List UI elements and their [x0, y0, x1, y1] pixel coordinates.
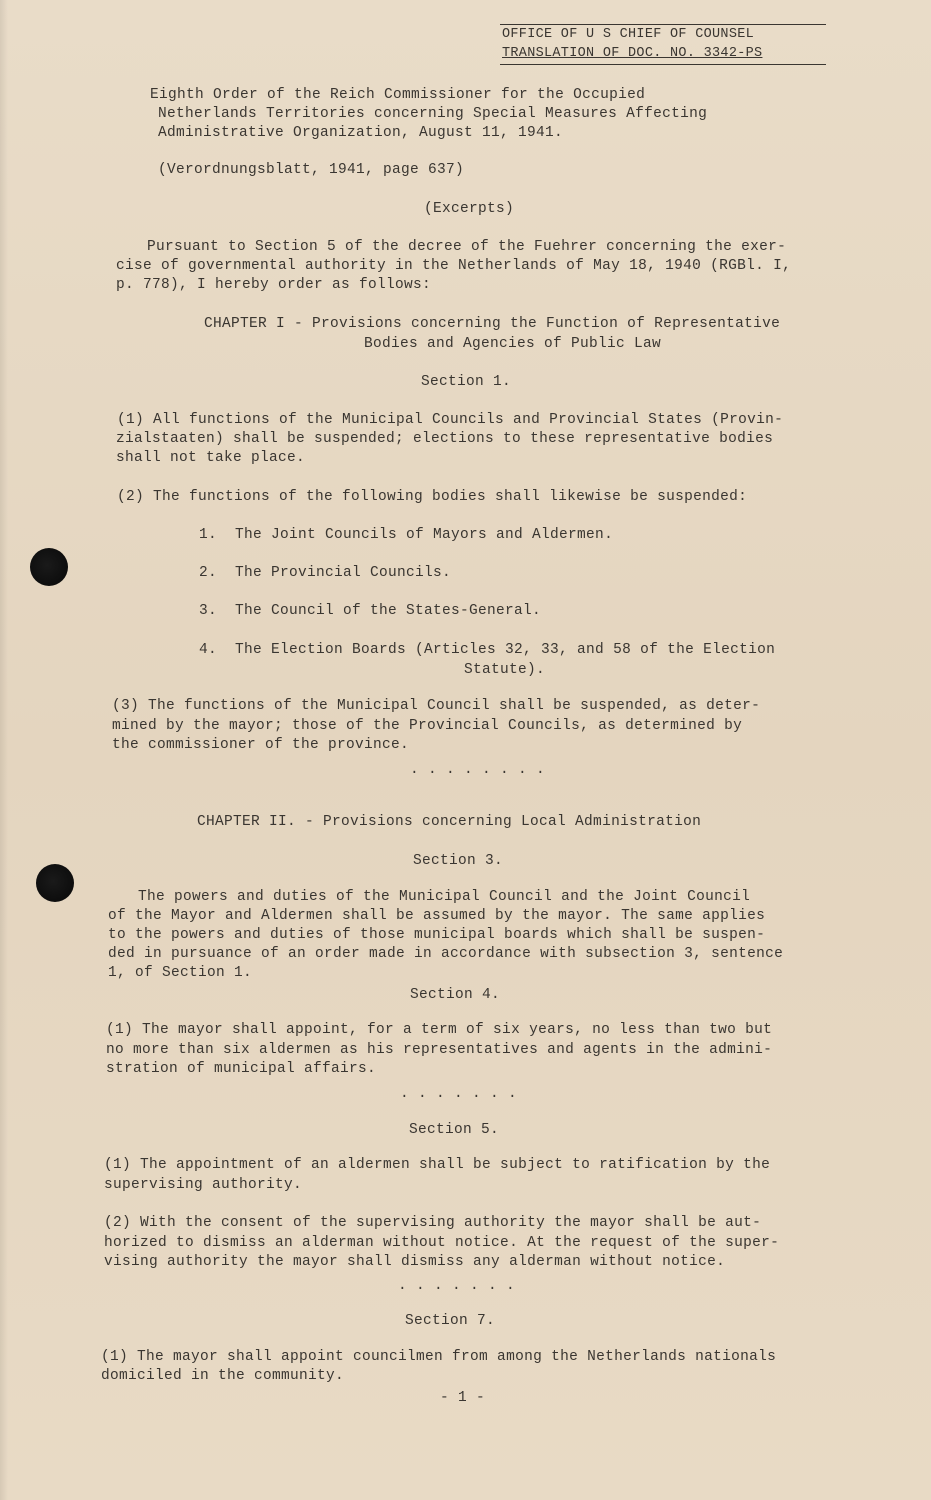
punch-hole	[30, 548, 68, 586]
section-5-para-2-line-3: vising authority the mayor shall dismiss any alderman without notice.	[104, 1254, 726, 1270]
section-1-para-1-line-2: zialstaaten) shall be suspended; elections to these representative bodies	[116, 431, 774, 447]
section-5-para-1-line-2: supervising authority.	[104, 1177, 303, 1193]
header-bottom-rule	[500, 64, 826, 65]
chapter-1-heading-cont: Bodies and Agencies of Public Law	[364, 336, 662, 352]
section-3-line-2: of the Mayor and Aldermen shall be assumed by the mayor. The same applies	[108, 908, 766, 924]
section-7-heading: Section 7.	[405, 1313, 496, 1329]
section-4-heading: Section 4.	[410, 987, 501, 1003]
section-5-para-2-line-2: horized to dismiss an alderman without notice. At the request of the super-	[104, 1235, 780, 1251]
section-1-heading: Section 1.	[421, 374, 512, 390]
chapter-1-heading: CHAPTER I - Provisions concerning the Function of Representative	[204, 316, 781, 332]
section-3-line-5: 1, of Section 1.	[108, 965, 253, 981]
list-item: 2. The Provincial Councils.	[199, 565, 452, 581]
list-item: 4. The Election Boards (Articles 32, 33, and 58 of the Election	[199, 642, 776, 658]
header-translation: TRANSLATION OF DOC. NO. 3342-PS	[502, 46, 763, 61]
section-5-para-1-line-1: (1) The appointment of an aldermen shall be subject to ratification by the	[104, 1157, 771, 1173]
ellipsis-separator: . . . . . . .	[398, 1278, 516, 1294]
title-line-2: Netherlands Territories concerning Special Measures Affecting	[158, 106, 708, 122]
section-7-line-1: (1) The mayor shall appoint councilmen from among the Netherlands nationals	[101, 1349, 777, 1365]
source-citation: (Verordnungsblatt, 1941, page 637)	[158, 162, 465, 178]
punch-hole	[36, 864, 74, 902]
section-1-para-3-line-2: mined by the mayor; those of the Provincial Councils, as determined by	[112, 718, 743, 734]
list-item: 3. The Council of the States-General.	[199, 603, 542, 619]
list-item: 1. The Joint Councils of Mayors and Aldermen.	[199, 527, 614, 543]
header-office: OFFICE OF U S CHIEF OF COUNSEL	[502, 27, 755, 42]
preamble-line-3: p. 778), I hereby order as follows:	[116, 277, 432, 293]
page-edge-shadow	[0, 0, 8, 1500]
chapter-2-heading: CHAPTER II. - Provisions concerning Local Administration	[197, 814, 702, 830]
section-7-line-2: domiciled in the community.	[101, 1368, 345, 1384]
list-item-continuation: Statute).	[464, 662, 546, 678]
section-1-para-2: (2) The functions of the following bodies shall likewise be suspended:	[117, 489, 748, 505]
title-line-1: Eighth Order of the Reich Commissioner for the Occupied	[150, 87, 646, 103]
header-top-rule	[500, 24, 826, 25]
title-line-3: Administrative Organization, August 11, 1941.	[158, 125, 564, 141]
section-4-line-1: (1) The mayor shall appoint, for a term of six years, no less than two but	[106, 1022, 773, 1038]
section-1-para-3-line-3: the commissioner of the province.	[112, 737, 410, 753]
section-4-line-2: no more than six aldermen as his representatives and agents in the admini-	[106, 1042, 773, 1058]
preamble-line-2: cise of governmental authority in the Netherlands of May 18, 1940 (RGBl. I,	[116, 258, 792, 274]
section-4-line-3: stration of municipal affairs.	[106, 1061, 377, 1077]
preamble-line-1: Pursuant to Section 5 of the decree of the Fuehrer concerning the exer-	[147, 239, 787, 255]
section-5-heading: Section 5.	[409, 1122, 500, 1138]
section-1-para-3-line-1: (3) The functions of the Municipal Council shall be suspended, as deter-	[112, 698, 761, 714]
excerpts-label: (Excerpts)	[424, 201, 515, 217]
section-3-line-4: ded in pursuance of an order made in accordance with subsection 3, sentence	[108, 946, 784, 962]
section-3-heading: Section 3.	[413, 853, 504, 869]
section-3-line-3: to the powers and duties of those municipal boards which shall be suspen-	[108, 927, 766, 943]
section-5-para-2-line-1: (2) With the consent of the supervising authority the mayor shall be aut-	[104, 1215, 762, 1231]
page-number: - 1 -	[440, 1390, 486, 1406]
ellipsis-separator: . . . . . . . .	[410, 762, 546, 778]
section-1-para-1-line-3: shall not take place.	[116, 450, 306, 466]
section-3-line-1: The powers and duties of the Municipal Council and the Joint Council	[138, 889, 751, 905]
ellipsis-separator: . . . . . . .	[400, 1086, 518, 1102]
section-1-para-1-line-1: (1) All functions of the Municipal Councils and Provincial States (Provin-	[117, 412, 784, 428]
